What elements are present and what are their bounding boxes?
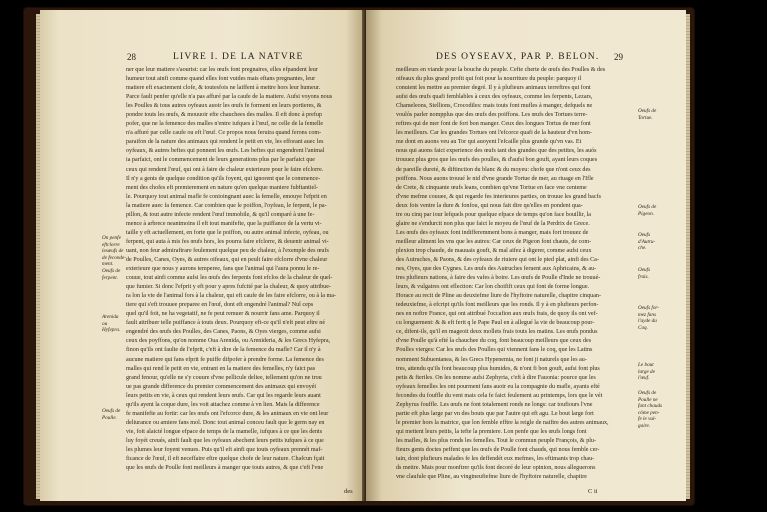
text-line: humeur tout ainfi comme quand elles font vuides mais eftans pregnantes, leur <box>126 76 316 83</box>
text-line: que fumier. Si donc l'efprit y eft pour y apres fufcité par la chaleur, & quoy attribue- <box>126 284 331 291</box>
text-line: fecondes du fouffle du vent mais cela fe faict feulement au printemps, lors que le vét <box>396 392 603 399</box>
running-header: DES OYSEAVX, PAR P. BELON. <box>436 52 600 62</box>
text-line: Poulles vierges: Car les œufs des Poulles qui viennent fans le coq, que les Latins <box>396 347 593 354</box>
right-page-edge <box>686 14 690 499</box>
text-line: pondre touts les œufs, & mouuoir efte chauchees des malles. Il eft donc à prefup <box>126 112 322 119</box>
text-line: ner que leur matiere s'aourist: car les œufs font pregnaires, elles efpandent leur <box>126 67 318 73</box>
text-line: les mafles, & les plus ronds les femelles. Tout le commun peuple François, & plu- <box>396 437 597 444</box>
text-line: uant, non feur admiraftrare feulement quelque peu de chaleur, à l'exemple des œufs <box>126 247 329 254</box>
text-line: aufsi des œufs quafi femblables à ceux des oyfeaux, comme les ferpents, Lezars, <box>396 94 593 101</box>
text-line: Zephyrus fouffle. Les œufs ne font totalement ronds ne longs: car toufiours l'vne <box>396 401 593 408</box>
text-line: de pareille dureté, & diftinction du blanc & du moyeu: chofe que n'ont ceux des <box>396 166 591 173</box>
text-line: paraifon de la nature des animaux qui rendent le petit en vie, les efforant auec les <box>126 139 324 146</box>
catchword: C ii <box>588 488 598 495</box>
text-line: matiere eft exactement clofe, & toutesfois ne laiffent à mettre hors leur humeur. <box>126 85 321 92</box>
text-line: pillon, & tout autre infecte rendent l'œuf immobile, & qu'il comparé à une fe- <box>126 211 315 218</box>
text-line: finon qu'ils ont faulte de l'efprit, c'eft à dire de la femence du mafle? Car il n'y à <box>126 347 321 354</box>
text-line: grand fenour, qu'elle ne s'y couure d'vne pellicule deliee, tellement qu'on ne trou <box>126 374 322 381</box>
text-line: qu'ils ayent la coque dure, les voit attachez comme à vn lien. Mais la difference <box>126 401 320 408</box>
text-line: aucune matiere qui fans efprit fe puiffe difpofer à prendre forme. La femence des <box>126 356 324 363</box>
text-line: ra lon la vie de l'animal fors à la chaleur, qui eft caufe de les faire efclorre, ou à la ma- <box>126 293 336 300</box>
text-line: couue, tout ainfi comme aufsi les œufs des ferpents font efclos de la chaleur de quel- <box>126 275 333 282</box>
text-line: ficance de l'œuf, il eft neceffaire eftre quelque chofe de leur nature. Chafcun fçait <box>126 456 325 463</box>
text-line: tres, attendu qu'ils font beaucoup plus humides, & n'ont fi bon gouft, aufsi font plus <box>396 365 600 372</box>
text-line: Horace au recit de Pline au deuxiefme liure de l'hyftoire naturelle, chapitre cinquan- <box>396 293 601 300</box>
text-line: qui mettent leurs petits, la tefte la premiere. Lon penfe que les œufs longs font <box>396 428 587 435</box>
text-line: que les œufs de Poulle font meilleurs à manger que touts autres, & que c'eft l'vne <box>126 465 324 472</box>
text-line: poiffons. Nous auons trouué le nid d'vne grande Tortue de mer, au riuage en l'Ifle <box>396 175 594 182</box>
text-line: tres plufieurs nations, à faire des vafes à boire. Les œufs de Poulle d'Inde ne trouué- <box>396 275 601 282</box>
right-page <box>366 10 686 501</box>
text-line: deliurance ou amiere fans mol. Donc tout animal conceu fault que le germ nay en <box>126 419 325 426</box>
text-line: Les œufs des oyfeaux font indifferemment bons à manger, mais fort trouuez de <box>396 229 589 236</box>
text-line: ment des chofes eft premierement en nature qu'en quelque maniere fubftantiel- <box>126 184 318 191</box>
text-line: ferpent, qui auta à mis fes œufs hors, les pourra faire efclorre, & deuenir animal vi- <box>126 238 329 245</box>
text-line: malles qui rend le petit en vie, entrant en la matiere des femelles, n'y faict pas <box>126 365 316 372</box>
text-line: Parce fault penfer qu'elle n'a pas affuré par la caufe de la matiere. Aufsi voyons nous <box>126 94 333 101</box>
page-number: 28 <box>127 52 136 62</box>
margin-note: Oeufs de Pigeon. <box>638 204 657 217</box>
running-header: LIVRE I. DE LA NATVRE <box>173 52 304 62</box>
text-line: nomment Subuentanea, & les Grecs Hypenemia, ne font ji naturels que les au- <box>396 356 587 363</box>
text-line: mence à arbrece neantmoins il eft tout manifefte, que la puiffance de la vertu vi- <box>126 220 322 227</box>
text-line: fe manifefte au fortir: car les œufs ont l'efcorce dure, & les animaux en vie ont leur <box>126 410 329 417</box>
text-line: plexion trop chaude, de mauuais gouft, & mal aifez à digerer, comme aufsi ceux <box>396 247 592 254</box>
text-line: ceux qui rendent l'œuf, qui ont à faire de chaleur exterieure pour le faire efclorre. <box>126 166 324 173</box>
text-line: meilleur aliment les vns que les autres: Car ceux de Pigeon font chauts, de com- <box>396 238 592 245</box>
text-line: vie, foit alaicté longue efpace de temps de la mamelle, iufques à ce que les dents <box>126 428 323 435</box>
margin-note: Oeufs for- mez fans l'ayde du Coq. <box>638 305 660 331</box>
text-line: le. Pourquoy tout animal mafle fe conioingnant auec la femelle, emouye l'efprit en <box>126 193 327 200</box>
text-line: les Poulles & tous autres oyfeaux auoir les œufs fe forment en leurs portieres, & <box>126 103 322 110</box>
text-line: tain, dont plufieurs malades fe les deffendét eux mefmes, les eftimants trop chau- <box>396 456 595 463</box>
text-line: de Poulles, Canes, Oyes, & autres oifeaux, qui en peult faire efclorre d'vne chaleur <box>126 256 328 263</box>
text-line: ds mettre. Mais pour monftrer qu'ils font decoré de leur opinion, nous alleguerons <box>396 465 596 472</box>
text-line: conuient les mettre au premier degré. Il y à plufieurs animaux terreftres qui font <box>396 85 591 92</box>
text-line: vne claufule que Pline, au vingtneufiefme liure de l'hyftoire naturelle, chapitre <box>396 474 587 481</box>
text-line: tre ou cinq par iour lefquels pour quelque efpace de temps qu'on face bouillir, la <box>396 211 591 218</box>
text-line: oyfeaux femelles les ont pourment fans auoir eu la compagnie du mafle, ayants efté <box>396 383 600 390</box>
text-line: la matiere auec fa femence. Car combien que le poiffon, l'oyfeau, le ferpent, le pa- <box>126 202 327 209</box>
page-number: 29 <box>614 52 623 62</box>
text-line: petis & fteriles. On les nomme aufsi Zephyria, c'eft à dire Fauonia: pource que les <box>396 374 596 381</box>
text-line: leurs, & vulgaires ont eflection: Car lon choifift ceux qui font de forme longue. <box>396 284 590 291</box>
body-text <box>396 66 628 482</box>
margin-note: Le bout large de l'œuf. <box>638 362 655 382</box>
text-line: reftres qui de mer font de fort bon manger. Ceux des longues Tortus de mer font <box>396 121 591 128</box>
text-line: de Crete, & cinquante œufs leans, combien qu'vne Tortue en face vne centeme <box>396 184 587 191</box>
text-line: pofer, que ne la femence des malles n'entre iufques à l'œuf, ne celle de la femelle <box>126 121 324 128</box>
text-line: fieurs gents doctes peffent que les œufs de Poulle font chauds, qui nous femble cer- <box>396 446 600 453</box>
text-line: tiere qui s'eft trouuee preparee en l'œuf, dont eft engendré l'animal? Nul ceps <box>126 302 314 309</box>
text-line: engendré des œufs des Poulles, des Canes, Paons, & Oyes vierges, comme aufsi <box>126 329 321 336</box>
text-line: cu longuement: & & eft ferit q le Pape Paul en à allegué la vie de beaucoup pour- <box>396 320 595 327</box>
text-line: nes, Oyes, que des Cygnes. Les œufs des Autruches feruent aux Aphricains, & au- <box>396 266 597 273</box>
text-line: Chameleons, Stellions, Crocodiles: mais touts font mufles à manger, defquels ne <box>396 103 593 110</box>
margin-note: Oeufs frais. <box>638 267 651 280</box>
text-line: partie eft plus large par vn des bouts que par l'autre qui eft agu. Le bout large fort <box>396 410 594 417</box>
text-line: meilleurs en viande pour la bouche du peuple. Cefte cherte de œufs des Poulles & des <box>396 67 606 73</box>
text-line: ue pas grande difference du premier commencement des animaux qui envoyét <box>126 383 317 390</box>
text-line: des Autruches, & Paons, & des oyfeaux de riuiere qui ont le pied plat, ainfi des Ca- <box>396 256 599 263</box>
text-line: me dont en auons veu au Tor qui auoyent l'efcaille plus grande qu'vn vas. Et <box>396 139 582 146</box>
margin-note: Arenida ou Hyfepra. <box>102 314 121 334</box>
text-line: leurs petits en vie, à ceux qui rendent leurs œufs. Car qui les regarde leurs auant <box>126 392 321 399</box>
text-line: fault attribuer telle puiffance à touts deux. Pourquoy eft-ce qu'il n'eft peut eftre né <box>126 320 326 327</box>
margin-note: Oeufs de Poulle ne font chauds côme pen- fe le vul- gaire. <box>638 390 663 429</box>
text-line: luy foyét creués, ainfi fault que les oyfeaux abechent leurs petits iufques à ce que <box>126 437 324 444</box>
text-line: oyfeaux, & autres beftes qui ponnent les œufs. Les beftes qui engendrent l'animal <box>126 148 325 155</box>
text-line: d'vne Poulle qu'à efté la chauchee du coq, font beaucoup meilleurs que ceux des <box>396 338 592 345</box>
text-line: d'vne mefme couuee, & qui regarde fes interieures parties, on trouue les grand bacfs <box>396 193 601 200</box>
catchword: des <box>344 488 353 495</box>
text-line: oifeaux du plus grand profit qui foit pour la nourriture du peuple: parquoy il <box>396 76 582 83</box>
text-line: tedeuxiefme, à efcript qu'ils font meilleurs que les ronds. Il y à en plufieurs perfon- <box>396 302 599 309</box>
text-line: le premier hors la matrice, que lon femble efftre la reigle de naiftre des autres animaux, <box>396 419 609 426</box>
text-line: les plumes leur foyent venues. Puis qu'il eft ainfi que touts oyfeaux prennét maf- <box>126 446 323 453</box>
text-line: les meilleurs. Car les grandes Tortues ont l'efcorce quafi de la hauteur d'vn hom- <box>396 130 592 137</box>
text-line: n'a affuré par celle caufe ou eft l'œuf. Ce propos nous feruira quand ferons com- <box>126 130 322 137</box>
margin-note: On penfe eftclorre lesœufs de de feconde- ment. Oeufs de ferpent. <box>102 235 127 281</box>
text-line: taille y eft actuellement, en forte que le poiffon, ou autre animal infecte, oyfeau, ou <box>126 229 329 236</box>
margin-note: Oeufs de Tortue. <box>638 108 657 121</box>
text-line: deux fois ventre la dure & fonfou, qui nous fait dire qu'elles en pondent qua- <box>396 202 583 209</box>
text-line: ce, difent-ils, qu'il en mageoit deux mollets frais touts les matins. Les œufs pondus <box>396 329 598 336</box>
text-line: quel qu'il foit, ne ha vegetatif, ne fe peut remuer & nourrir fans ame. Parquoy il <box>126 311 320 318</box>
text-line: ceux des poyffons, qu'on nomme Oua Arenida, ou Arenideria, & les Grecs Hyfepra, <box>126 338 331 345</box>
text-line: trouuez plus gros que les œufs des poulles, & d'aufsi bon gouft, ayant leurs coques <box>396 157 598 164</box>
margin-note: Oeufs d'Autru- che. <box>638 232 656 252</box>
margin-note: Oeufs de Poulle. <box>102 408 121 421</box>
body-text <box>126 66 354 473</box>
text-line: nes en noftre France, qui ont attribué l'occafion aux œufs frais, de quoy ils ont vef- <box>396 311 598 318</box>
text-line: nous qui auons faict experience des œufs tant des grandes que des petites, les auós <box>396 148 597 155</box>
text-line: Il n'y a gents de quelque condition qu'ils foyent, qui ignorent que le commence- <box>126 175 321 182</box>
text-line: exterieure que nous y aurons temperee, fans que l'animal qui l'aura ponnu le re- <box>126 266 320 273</box>
text-line: voulós parler nompplus que des œufs des poiffons. Les œufs des Tortues terre- <box>396 112 588 119</box>
text-line: glaire ne s'endurcit non plus que faict le moyeu de l'œuf de la Perdrix de Grece. <box>396 220 590 227</box>
text-line: ia parfaict, ont le commencement de leurs generations plus par le parfaict que <box>126 157 315 164</box>
left-page <box>40 10 365 501</box>
